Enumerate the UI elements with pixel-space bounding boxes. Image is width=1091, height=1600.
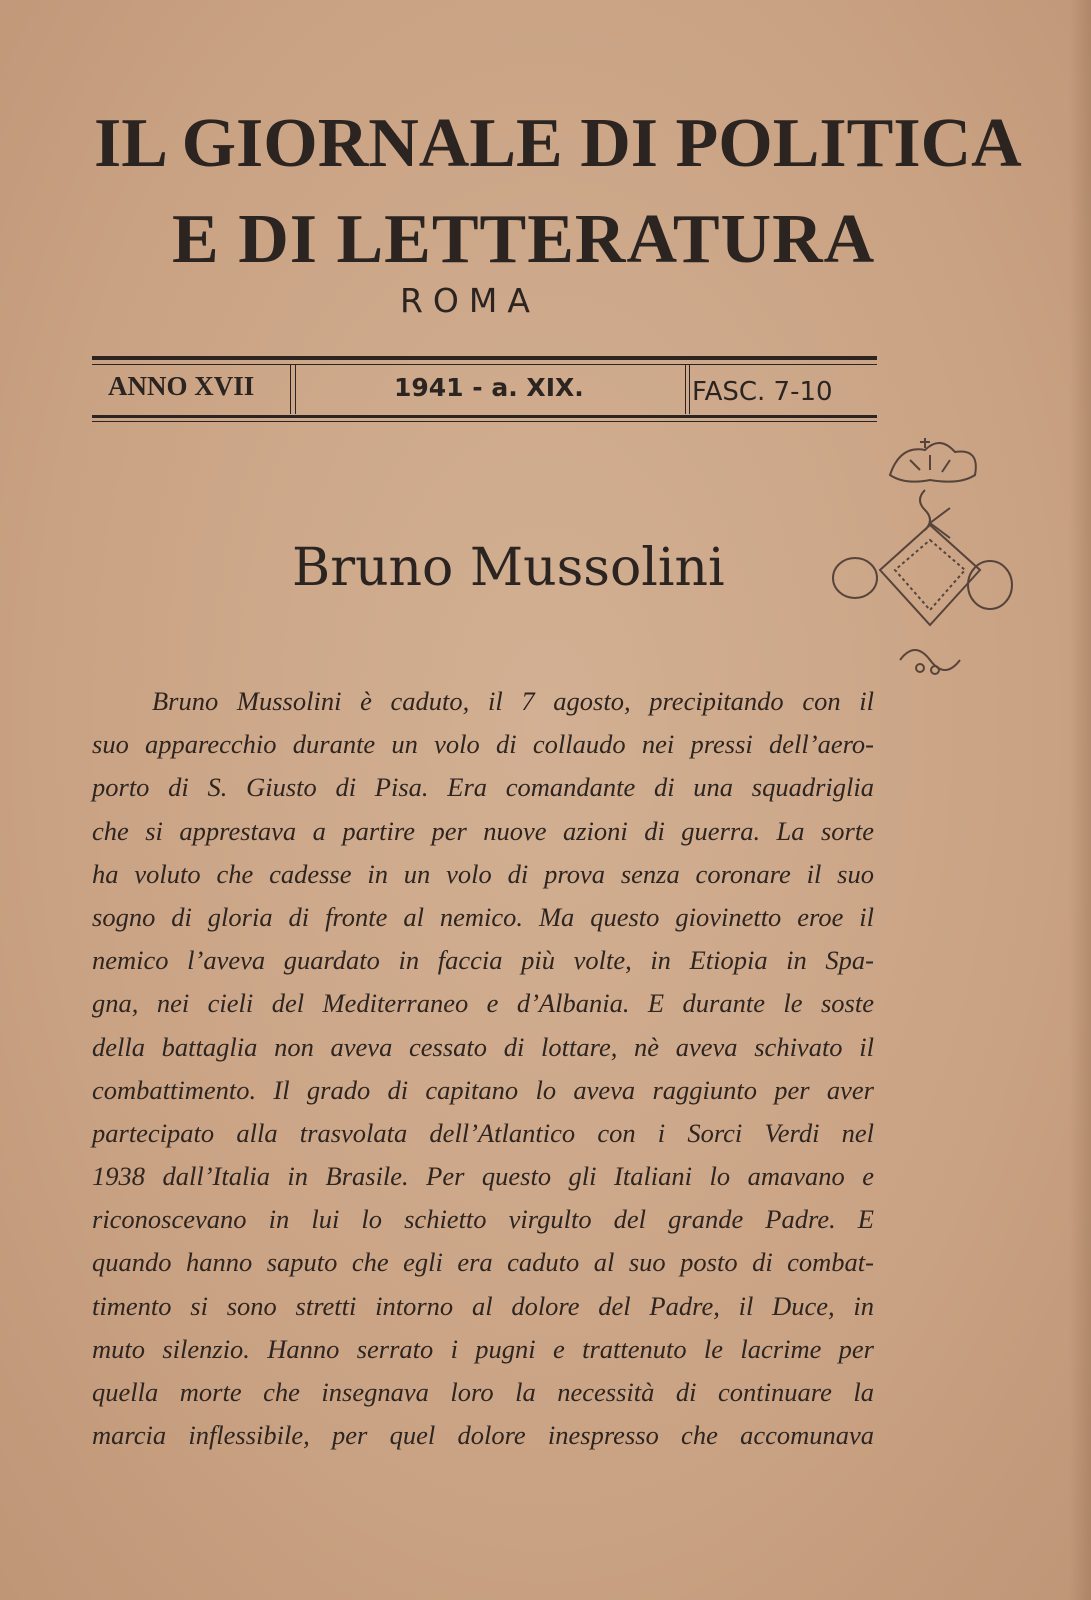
header-rule-bottom-thin [92,421,877,422]
header-rule-bottom [92,415,877,418]
masthead-city: ROMA [400,281,540,320]
article-line: Bruno Mussolini è caduto, il 7 agosto, precipitando con il [152,686,874,716]
issue-fascicolo: FASC. 7-10 [692,377,833,407]
article-line: che si apprestava a partire per nuove azioni di guerra. La sorte [92,815,874,846]
header-rule-top [92,356,877,360]
header-rule-top-thin [92,364,877,365]
issue-separator [290,364,291,414]
article-line: della battaglia non aveva cessato di lottare, nè aveva schivato il [92,1031,874,1062]
article-line: quella morte che insegnava loro la necessità di continuare la [92,1377,874,1407]
article-line: quando hanno saputo che egli era caduto al suo posto di combat- [92,1247,874,1278]
issue-separator [295,364,296,414]
article-line: 1938 dall’Italia in Brasile. Per questo gli Italiani lo amavano e [92,1161,874,1192]
article-line: muto silenzio. Hanno serrato i pugni e trattenuto le lacrime per [92,1333,874,1364]
article-line: marcia inflessibile, per quel dolore inespresso che accomunava [92,1420,874,1451]
article-line: ha voluto che cadesse in un volo di prova senza coronare il suo [92,858,874,889]
issue-separator [685,364,686,414]
issue-year: 1941 - a. XIX. [394,373,584,402]
masthead-title-line-1: IL GIORNALE DI POLITICA [94,105,1022,182]
article-line: gna, nei cieli del Mediterraneo e d’Albania. E durante le soste [92,988,874,1019]
article-line: porto di S. Giusto di Pisa. Era comandante di una squadriglia [92,772,874,803]
article-line: combattimento. Il grado di capitano lo aveva raggiunto per aver [92,1074,874,1105]
article-line: nemico l’aveva guardato in faccia più volte, in Etiopia in Spa- [92,945,874,976]
library-stamp-icon [830,430,1030,700]
issue-anno: ANNO XVII [108,371,255,401]
article-body [92,680,874,1457]
article-line: riconoscevano in lui lo schietto virgulto del grande Padre. E [92,1204,874,1235]
article-line: suo apparecchio durante un volo di collaudo nei pressi dell’aero- [92,729,874,760]
article-line: timento si sono stretti intorno al dolore del Padre, il Duce, in [92,1290,874,1321]
article-title: Bruno Mussolini [292,538,725,598]
article-line: partecipato alla trasvolata dell’Atlantico con i Sorci Verdi nel [92,1117,874,1148]
issue-separator [689,364,690,414]
article-line: sogno di gloria di fronte al nemico. Ma questo giovinetto eroe il [92,901,874,932]
masthead-title-line-2: E DI LETTERATURA [172,201,876,278]
